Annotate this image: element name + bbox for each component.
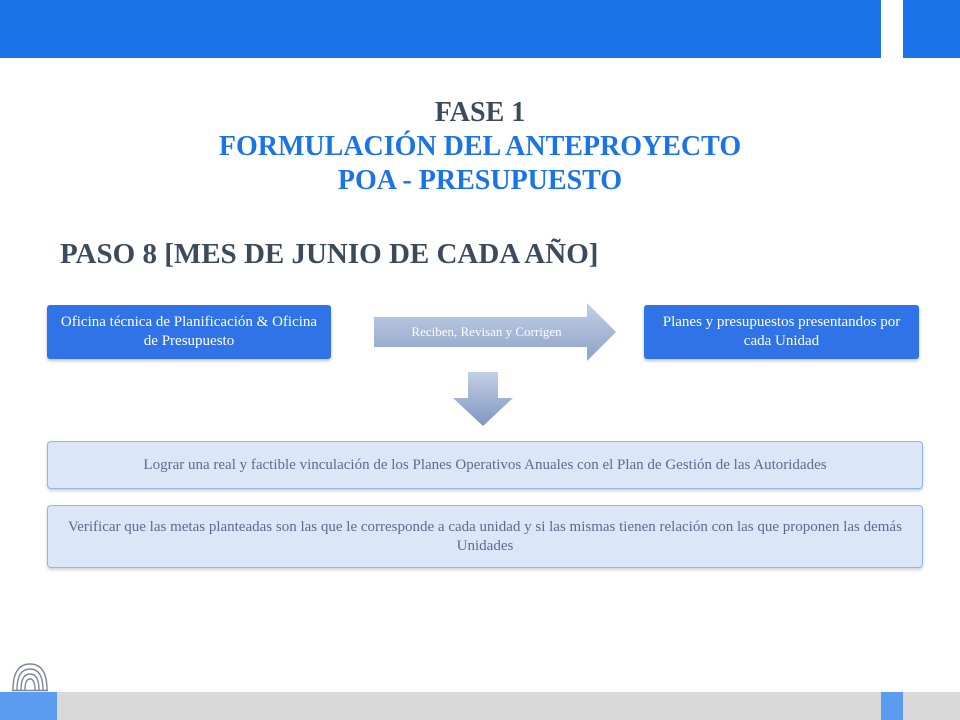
flow-arrow-label: Reciben, Revisan y Corrigen bbox=[411, 324, 562, 339]
flow-box-plans: Planes y presupuestos presentandos por cada Unidad bbox=[644, 305, 919, 359]
step-title: PASO 8 [MES DE JUNIO DE CADA AÑO] bbox=[60, 238, 599, 270]
footer-bar bbox=[0, 692, 960, 720]
header-bar bbox=[0, 0, 881, 58]
goal-box-1: Lograr una real y factible vinculación de los Planes Operativos Anuales con el Plan de Gestión de las Autoridades bbox=[47, 441, 923, 489]
title-main: FORMULACIÓN DEL ANTEPROYECTO bbox=[218, 131, 742, 162]
goal-box-2: Verificar que las metas planteadas son las que le corresponde a cada unidad y si las mismas tienen relación con las que proponen las demás Unidades bbox=[47, 505, 923, 568]
title-phase: FASE 1 bbox=[434, 97, 526, 128]
footer-accent-left bbox=[0, 692, 57, 720]
down-arrow-icon bbox=[453, 372, 513, 426]
slide-title bbox=[0, 96, 960, 198]
flow-box-offices: Oficina técnica de Planificación & Oficina de Presupuesto bbox=[47, 305, 331, 359]
footer-accent-right bbox=[881, 692, 903, 720]
title-sub: POA - PRESUPUESTO bbox=[337, 165, 623, 196]
university-logo-icon bbox=[11, 660, 49, 692]
header-accent-block bbox=[903, 0, 960, 58]
